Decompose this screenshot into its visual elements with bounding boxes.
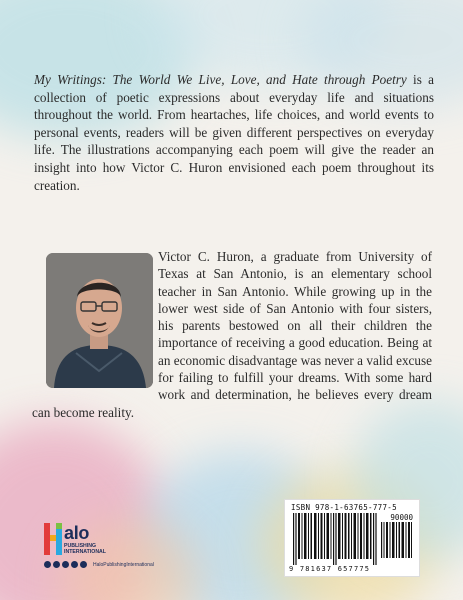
facebook-icon: [44, 561, 51, 568]
price-code: 90000: [390, 513, 413, 522]
logo-wordmark: alo: [64, 523, 90, 543]
halo-logo-icon: [44, 521, 64, 555]
isbn-text: ISBN 978-1-63765-777-5: [291, 503, 397, 512]
ean-barcode-icon: [293, 513, 379, 565]
social-links: [44, 561, 154, 568]
isbn-barcode: [284, 499, 420, 577]
bio-text: Victor C. Huron, a graduate from University of Texas at San Antonio, is an elementary school teacher in San Antonio. While growing up in the lower west side of San Antonio with four sisters, his parents bestowed on all their children the importance of receiving a good education. Being at an economic disadvantage was never a valid excuse for failing to fulfill your dreams. With some hard work and determination, he believes every dream can become reality.: [32, 249, 432, 420]
description-text: is a collection of poetic expressions about everyday life and situations throughout the world. From heartaches, life choices, and world events to personal events, readers will be given different perspectives on everyday life. The illustrations accompanying each poem will give the reader an insight into how Victor C. Huron envisioned each poem throughout its creation.: [34, 72, 434, 193]
youtube-icon: [80, 561, 87, 568]
price-barcode-icon: [381, 522, 413, 558]
twitter-icon: [53, 561, 60, 568]
linkedin-icon: [71, 561, 78, 568]
logo-subtitle-line2: INTERNATIONAL: [64, 549, 106, 555]
author-bio: [32, 248, 432, 421]
book-description: [34, 71, 434, 194]
logo-subtitle: [64, 543, 106, 555]
social-handle: HaloPublishingInternational: [93, 561, 154, 568]
logo-subtitle-line1: PUBLISHING: [64, 543, 96, 549]
book-title: My Writings: The World We Live, Love, and Hate through Poetry: [34, 72, 407, 87]
instagram-icon: [62, 561, 69, 568]
ean-digits: 9 781637 657775: [289, 565, 371, 573]
